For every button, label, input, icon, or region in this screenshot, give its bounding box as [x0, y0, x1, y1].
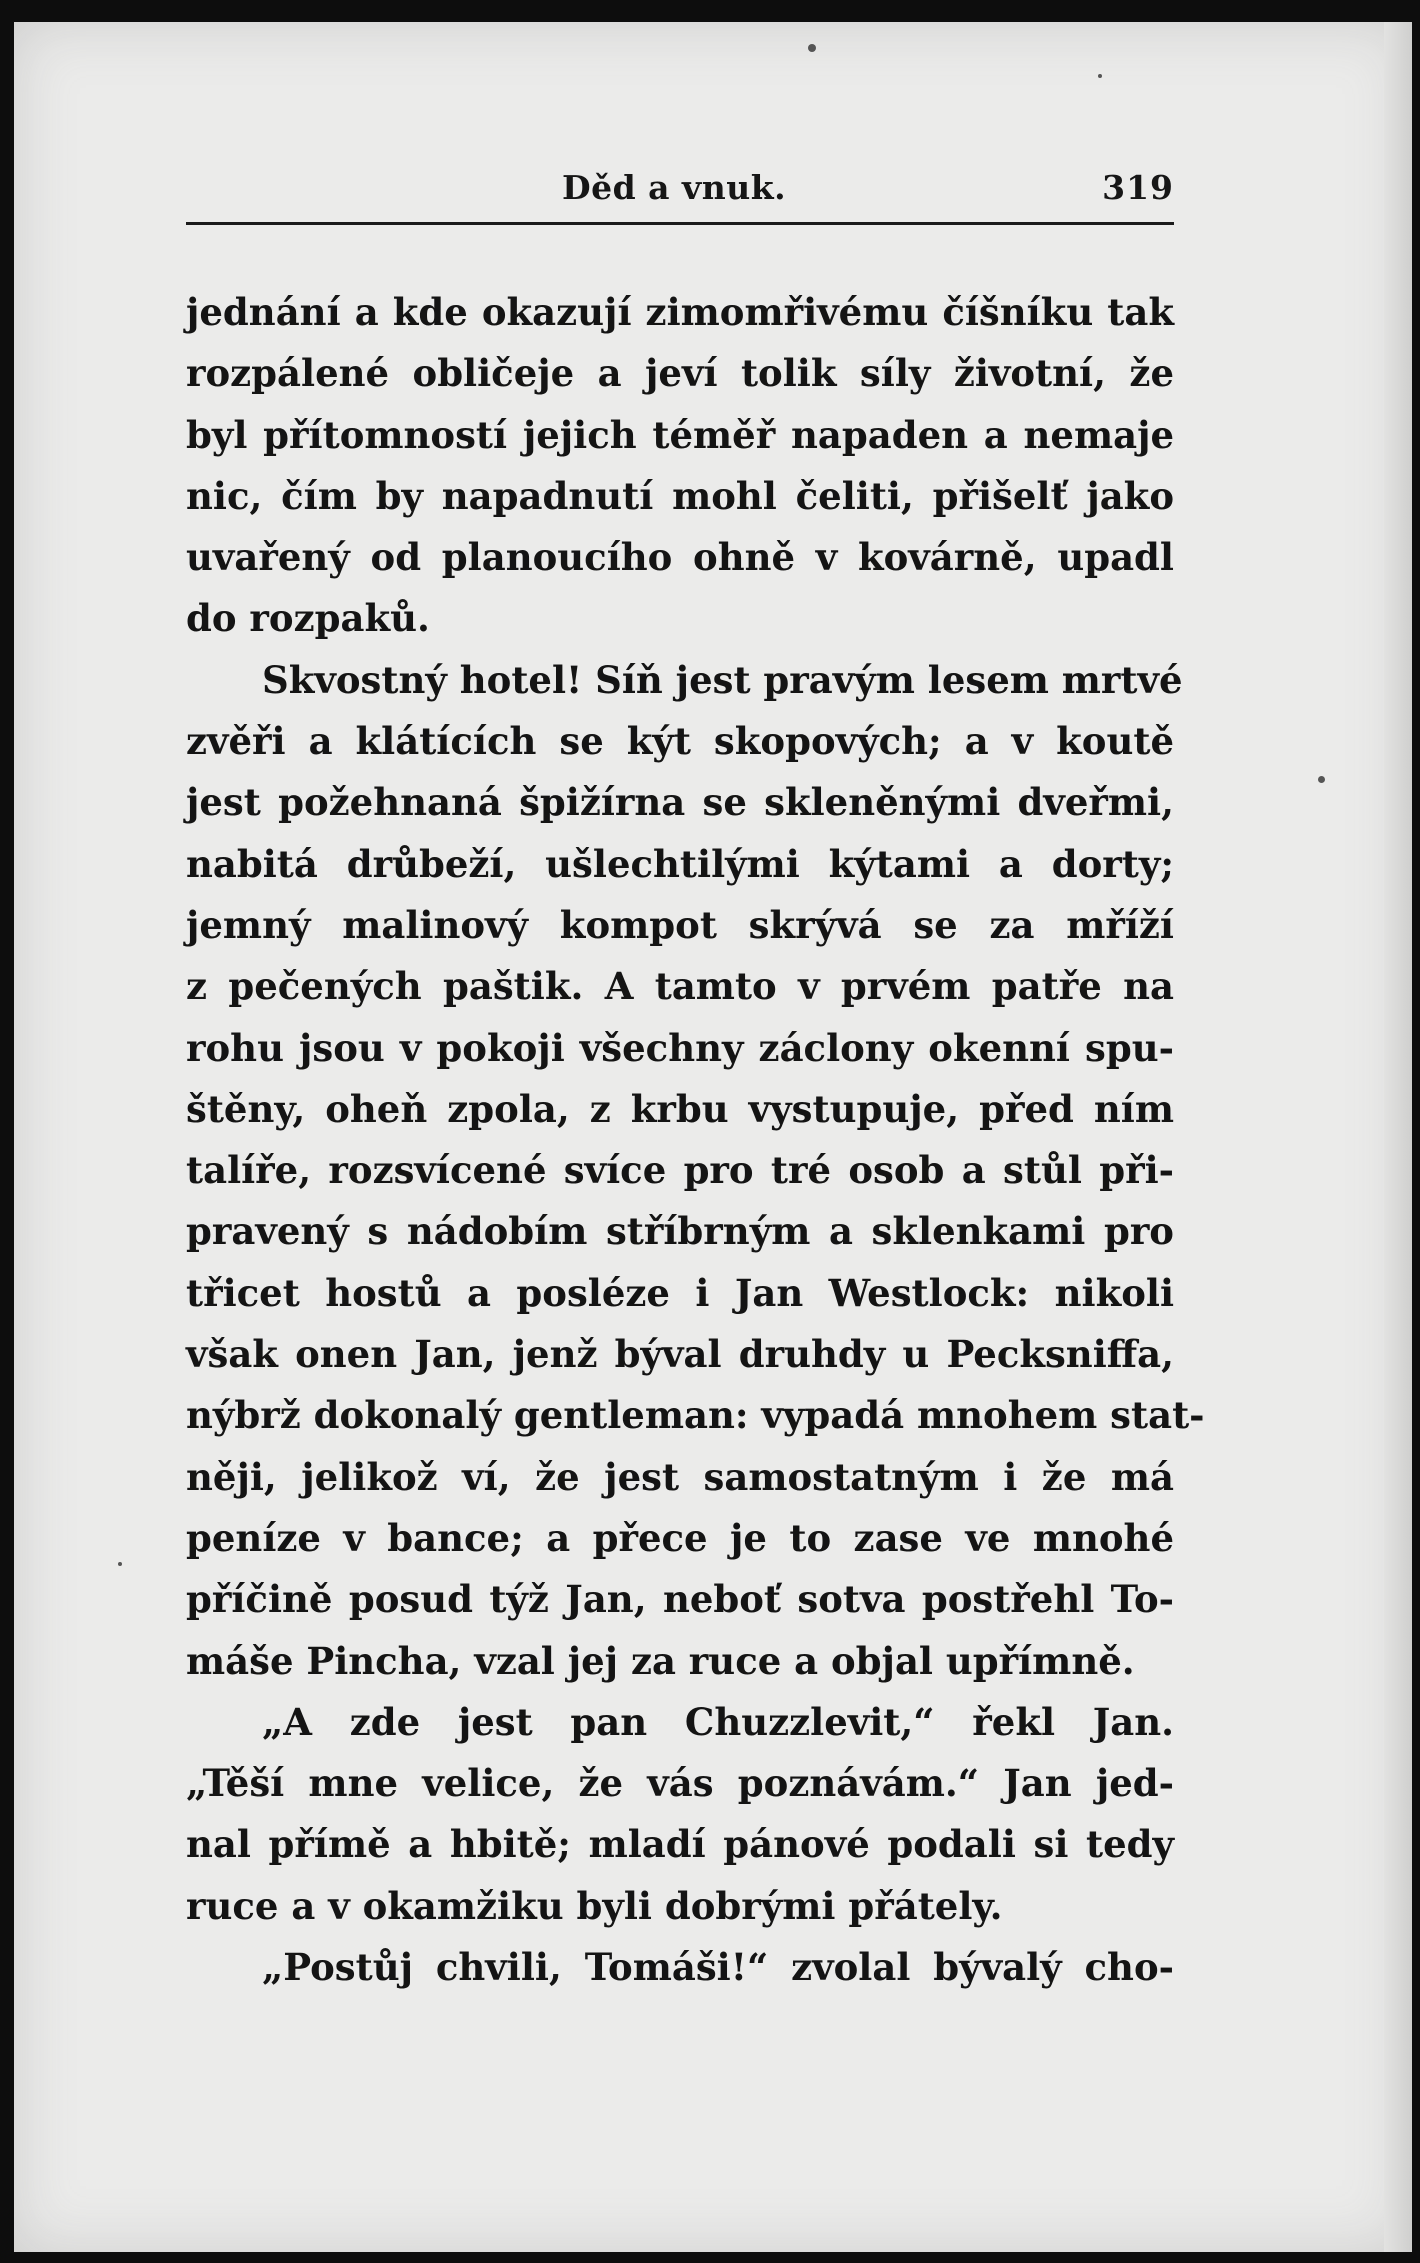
- text-line: jemný malinový kompot skrývá se za mříží: [186, 902, 1174, 947]
- text-line: však onen Jan, jenž býval druhdy u Pecksniffa,: [186, 1332, 1174, 1377]
- text-line: rozpálené obličeje a jeví tolik síly životní, že: [186, 351, 1174, 396]
- text-line: Skvostný hotel! Síň jest pravým lesem mrtvé: [262, 657, 1183, 702]
- paper-speck: [118, 1562, 122, 1566]
- paper-speck: [1318, 776, 1325, 783]
- text-line: jednání a kde okazují zimomřivému číšníku tak: [186, 290, 1174, 334]
- text-line: jest požehnaná špižírna se skleněnými dveřmi,: [186, 780, 1174, 825]
- header-rule: [186, 222, 1174, 225]
- running-title: Děd a vnuk.: [562, 168, 787, 207]
- text-line: „Postůj chvili, Tomáši!“ zvolal bývalý cho-: [262, 1945, 1174, 1990]
- running-header: [186, 168, 1174, 208]
- text-line: pravený s nádobím stříbrným a sklenkami pro: [186, 1209, 1174, 1254]
- text-line: nabitá drůbeží, ušlechtilými kýtami a dorty;: [186, 841, 1174, 886]
- text-line: máše Pincha, vzal jej za ruce a objal upřímně.: [186, 1638, 1135, 1683]
- text-line: nýbrž dokonalý gentleman: vypadá mnohem stat-: [186, 1393, 1205, 1438]
- text-line: do rozpaků.: [186, 596, 430, 641]
- text-line: rohu jsou v pokoji všechny záclony okenní spu-: [186, 1025, 1174, 1070]
- paper-speck: [1098, 74, 1102, 78]
- text-line: ruce a v okamžiku byli dobrými přátely.: [186, 1883, 1003, 1928]
- text-line: příčině posud týž Jan, neboť sotva postřehl To-: [186, 1577, 1174, 1622]
- text-line: nal přímě a hbitě; mladí pánové podali si tedy: [186, 1822, 1174, 1867]
- text-line: něji, jelikož ví, že jest samostatným i že má: [186, 1454, 1174, 1499]
- text-line: třicet hostů a posléze i Jan Westlock: nikoli: [186, 1270, 1174, 1315]
- page-number: 319: [1102, 168, 1174, 207]
- text-line: štěny, oheň zpola, z krbu vystupuje, před ním: [186, 1086, 1174, 1131]
- text-line: peníze v bance; a přece je to zase ve mnohé: [186, 1515, 1174, 1560]
- text-line: byl přítomností jejich téměř napaden a nemaje: [186, 412, 1174, 457]
- paper-speck: [808, 44, 816, 52]
- text-line: „A zde jest pan Chuzzlevit,“ řekl Jan.: [262, 1699, 1174, 1744]
- text-line: zvěři a klátících se kýt skopových; a v koutě: [186, 719, 1174, 764]
- text-line: nic, čím by napadnutí mohl čeliti, přišelť jako: [186, 473, 1174, 518]
- page-edge: [1384, 22, 1412, 2252]
- body-text: [186, 282, 1205, 1998]
- text-line: „Těší mne velice, že vás poznávám.“ Jan jed-: [186, 1761, 1174, 1806]
- text-line: talíře, rozsvícené svíce pro tré osob a stůl při-: [186, 1148, 1174, 1193]
- text-line: z pečených paštik. A tamto v prvém patře na: [186, 964, 1174, 1009]
- text-line: uvařený od planoucího ohně v kovárně, upadl: [186, 535, 1174, 580]
